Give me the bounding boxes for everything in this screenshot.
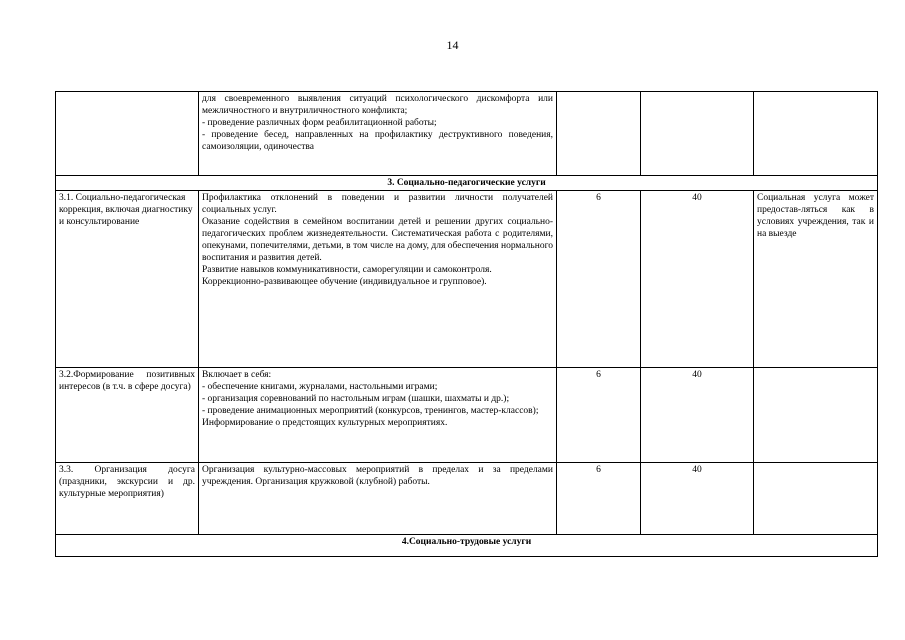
value-cell bbox=[641, 92, 754, 176]
service-name-cell: 3.1. Социально-педагогическая коррекция, включая диагностику и консультирование bbox=[56, 191, 199, 368]
description-line: Коррекционно-развивающее обучение (индивидуальное и групповое). bbox=[202, 277, 487, 287]
note-cell bbox=[754, 463, 878, 535]
value-cell: 6 bbox=[557, 463, 641, 535]
note-cell bbox=[754, 368, 878, 463]
table-row bbox=[56, 368, 878, 463]
value-cell: 40 bbox=[641, 368, 754, 463]
description-line: Включает в себя: bbox=[202, 370, 272, 380]
table-row bbox=[56, 92, 878, 176]
service-name-cell bbox=[56, 92, 199, 176]
description-line: - обеспечение книгами, журналами, настольными играми; bbox=[202, 382, 438, 392]
section-row bbox=[56, 176, 878, 191]
service-description-cell bbox=[199, 191, 557, 368]
section-heading-3: 3. Социально-педагогические услуги bbox=[56, 176, 878, 191]
value-cell: 40 bbox=[641, 463, 754, 535]
description-line: - проведение анимационных мероприятий (конкурсов, тренингов, мастер-классов); bbox=[202, 406, 539, 416]
description-line: - организация соревнований по настольным играм (шашки, шахматы и др.); bbox=[202, 394, 510, 404]
value-cell: 6 bbox=[557, 368, 641, 463]
service-description-cell: Организация культурно-массовых мероприятий в пределах и за пределами учреждения. Организация кружковой (клубной) работы. bbox=[199, 463, 557, 535]
services-table bbox=[55, 91, 878, 557]
service-description-cell bbox=[199, 368, 557, 463]
description-line: Развитие навыков коммуникативности, саморегуляции и самоконтроля. bbox=[202, 265, 492, 275]
service-name-cell: 3.3. Организация досуга (праздники, экскурсии и др. культурные мероприятия) bbox=[56, 463, 199, 535]
description-line: Профилактика отклонений в поведении и развитии личности получателей социальных услуг. bbox=[202, 193, 553, 215]
section-row bbox=[56, 535, 878, 557]
description-line: для своевременного выявления ситуаций психологического дискомфорта или межличностного и внутриличностного конфликта; bbox=[202, 94, 553, 116]
value-cell: 6 bbox=[557, 191, 641, 368]
description-line: - проведение различных форм реабилитационной работы; bbox=[202, 118, 437, 128]
page-number: 14 bbox=[446, 38, 459, 52]
description-line: Оказание содействия в семейном воспитании детей и решении других социально-педагогических проблем жизнедеятельности. Систематическая работа с родителями, опекунами, попечителями, детьми, в том числе на дому, для обеспечения нормального воспитания и развития детей. bbox=[202, 217, 553, 263]
value-cell: 40 bbox=[641, 191, 754, 368]
description-line: Информирование о предстоящих культурных мероприятиях. bbox=[202, 418, 448, 428]
description-line: - проведение бесед, направленных на профилактику деструктивного поведения, самоизоляции, одиночества bbox=[202, 130, 553, 152]
table-row bbox=[56, 191, 878, 368]
note-cell bbox=[754, 92, 878, 176]
service-name-cell: 3.2.Формирование позитивных интересов (в т.ч. в сфере досуга) bbox=[56, 368, 199, 463]
value-cell bbox=[557, 92, 641, 176]
note-cell: Социальная услуга может предостав-ляться как в условиях учреждения, так и на выезде bbox=[754, 191, 878, 368]
table-row bbox=[56, 463, 878, 535]
section-heading-4: 4.Социально-трудовые услуги bbox=[56, 535, 878, 557]
service-description-cell bbox=[199, 92, 557, 176]
